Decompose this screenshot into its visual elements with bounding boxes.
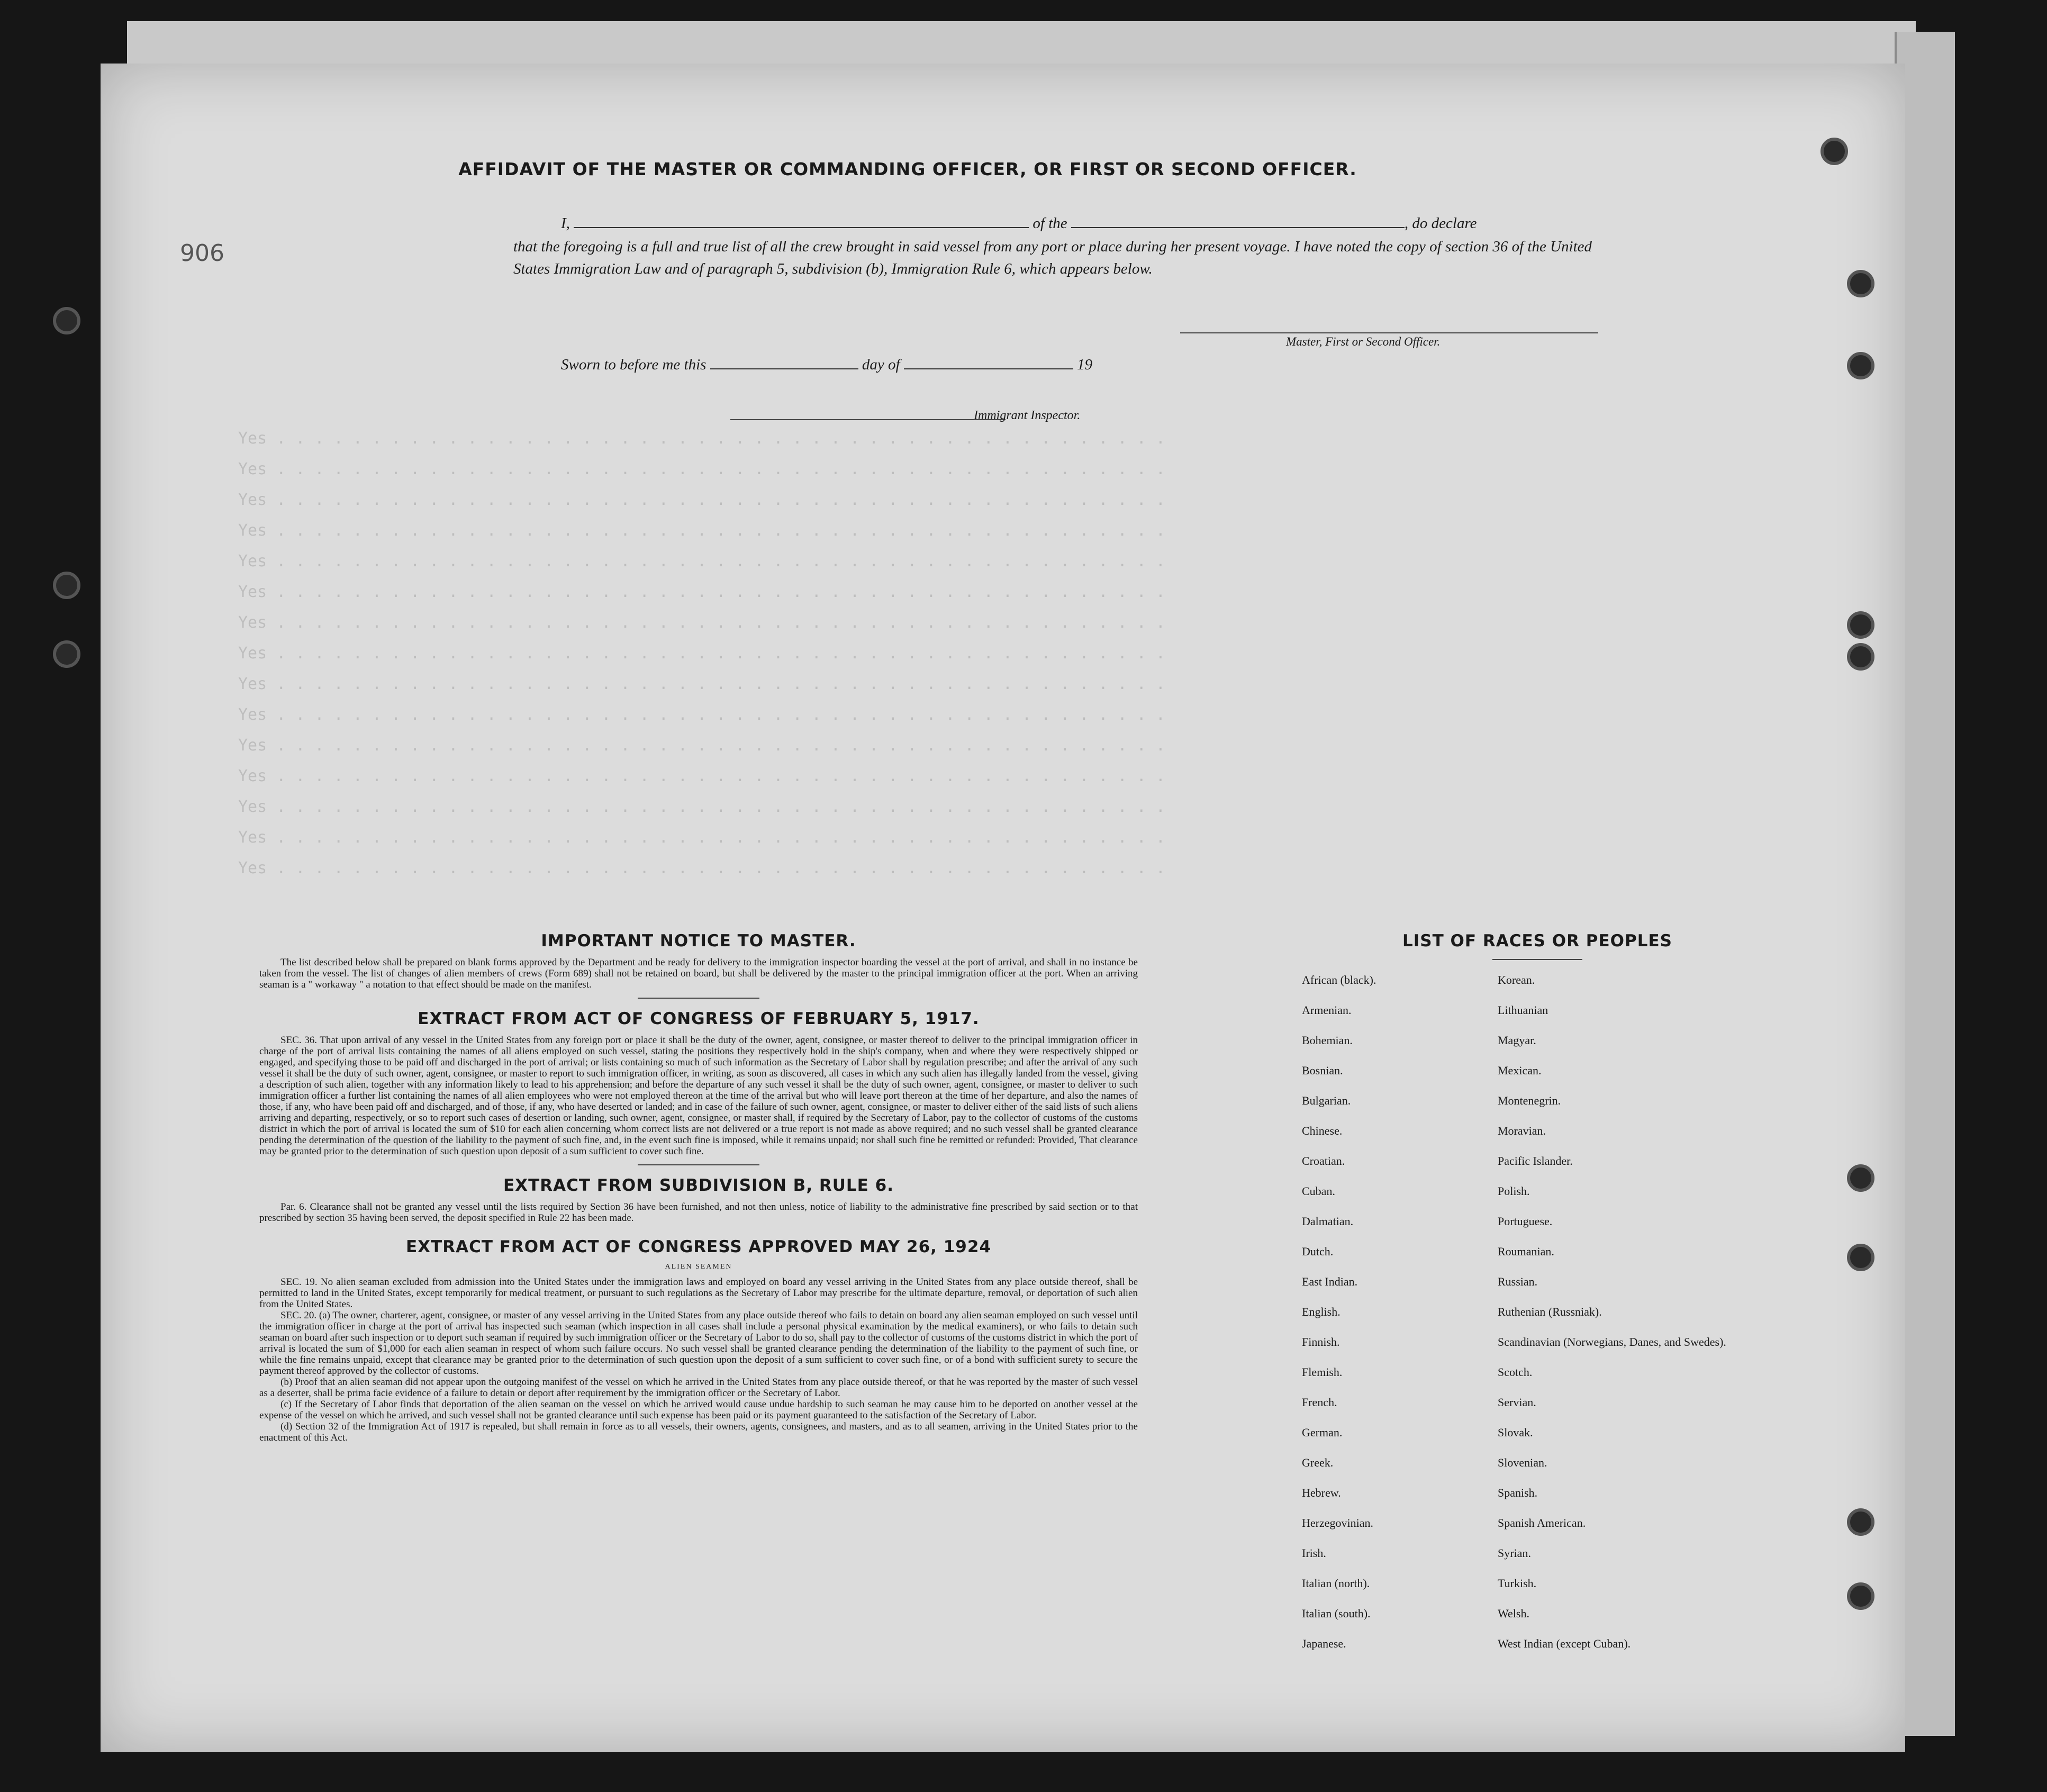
race-item: Japanese. bbox=[1302, 1637, 1346, 1650]
race-item: Irish. bbox=[1302, 1546, 1326, 1560]
race-item: Pacific Islander. bbox=[1498, 1154, 1573, 1167]
punch-hole-icon bbox=[1847, 1508, 1874, 1536]
extract-1924-sec20b: (b) Proof that an alien seaman did not appear upon the outgoing manifest of the vessel on which he arrived in the United States from any place outside thereof, or that he was reported by the master of such vessel as a deserter, shall be prima facie evidence of a failure to detain or deport after requirement by the immigration officer or the Secretary of Labor. bbox=[259, 1377, 1138, 1399]
race-item: French. bbox=[1302, 1396, 1337, 1409]
vessel-blank bbox=[1071, 213, 1405, 228]
race-item: Croatian. bbox=[1302, 1154, 1345, 1167]
extract-1924-sec20c: (c) If the Secretary of Labor finds that deportation of the alien seaman on the vessel on which he arrived would cause undue hardship to such seaman he may cause him to be deported on another vessel at the expense of the vessel on which he arrived, and such vessel shall not be granted clearance until such expense has been paid or its payment guaranteed to the satisfaction of the Secretary of Labor. bbox=[259, 1399, 1138, 1421]
race-item: Polish. bbox=[1498, 1184, 1530, 1198]
divider bbox=[1492, 959, 1582, 960]
races-title: LIST OF RACES OR PEOPLES bbox=[1402, 931, 1673, 951]
race-item: Greek. bbox=[1302, 1456, 1334, 1469]
race-item: Portuguese. bbox=[1498, 1215, 1553, 1228]
year-label: 19 bbox=[1077, 356, 1093, 373]
race-item: Dutch. bbox=[1302, 1245, 1334, 1258]
race-item: German. bbox=[1302, 1426, 1343, 1439]
race-item: Magyar. bbox=[1498, 1034, 1536, 1047]
race-item: East Indian. bbox=[1302, 1275, 1358, 1288]
alien-seamen-subtitle: ALIEN SEAMEN bbox=[665, 1263, 732, 1271]
race-item: Spanish American. bbox=[1498, 1516, 1586, 1529]
affidavit-declare-label: , do declare bbox=[1404, 215, 1477, 232]
punch-hole-icon bbox=[53, 307, 80, 334]
inspector-label: Immigrant Inspector. bbox=[974, 409, 1081, 422]
race-item: Slovenian. bbox=[1498, 1456, 1547, 1469]
punch-hole-icon bbox=[1847, 352, 1874, 379]
punch-hole-icon bbox=[1847, 1164, 1874, 1192]
punch-hole-icon bbox=[1820, 138, 1848, 165]
race-item: Slovak. bbox=[1498, 1426, 1533, 1439]
punch-hole-icon bbox=[53, 640, 80, 668]
affidavit-of-the-label: of the bbox=[1032, 215, 1067, 232]
signature-line bbox=[1180, 332, 1598, 333]
punch-hole-icon bbox=[1847, 643, 1874, 671]
name-blank bbox=[574, 213, 1029, 228]
divider bbox=[638, 998, 759, 999]
affidavit-title: AFFIDAVIT OF THE MASTER OR COMMANDING OFFICER, OR FIRST OR SECOND OFFICER. bbox=[458, 159, 1357, 179]
race-item: Spanish. bbox=[1498, 1486, 1538, 1499]
race-item: Turkish. bbox=[1498, 1577, 1537, 1590]
race-item: Bohemian. bbox=[1302, 1034, 1353, 1047]
punch-hole-icon bbox=[1847, 270, 1874, 297]
race-item: Italian (south). bbox=[1302, 1607, 1371, 1620]
punch-hole-icon bbox=[53, 572, 80, 599]
race-item: Hebrew. bbox=[1302, 1486, 1341, 1499]
race-item: Korean. bbox=[1498, 973, 1535, 986]
signature-label: Master, First or Second Officer. bbox=[1286, 335, 1441, 348]
extract-1917-title: EXTRACT FROM ACT OF CONGRESS OF FEBRUARY 5, 1917. bbox=[418, 1009, 980, 1028]
race-item: Servian. bbox=[1498, 1396, 1536, 1409]
stamp-number: 906 bbox=[180, 238, 224, 265]
race-item: Montenegrin. bbox=[1498, 1094, 1561, 1107]
extract-1924-sec20d: (d) Section 32 of the Immigration Act of 1917 is repealed, but shall remain in force as to all vessels, their owners, agents, consignees, and masters, and as to all seamen, arriving in the United States prior to the enactment of this Act. bbox=[259, 1421, 1138, 1443]
race-item: Cuban. bbox=[1302, 1184, 1335, 1198]
races-list bbox=[1286, 931, 1789, 1667]
affidavit-declaration-line bbox=[561, 213, 1619, 232]
divider bbox=[638, 1164, 759, 1165]
race-item: African (black). bbox=[1302, 973, 1376, 986]
race-item: Italian (north). bbox=[1302, 1577, 1370, 1590]
race-item: Bosnian. bbox=[1302, 1064, 1343, 1077]
race-item: Dalmatian. bbox=[1302, 1215, 1354, 1228]
race-item: Welsh. bbox=[1498, 1607, 1529, 1620]
races-grid bbox=[1302, 973, 1789, 1667]
legal-notices bbox=[259, 931, 1138, 1443]
day-of-label: day of bbox=[862, 356, 900, 373]
month-blank bbox=[904, 355, 1073, 369]
extract-1924-title: EXTRACT FROM ACT OF CONGRESS APPROVED MAY 26, 1924 bbox=[405, 1237, 992, 1256]
notice-title: IMPORTANT NOTICE TO MASTER. bbox=[541, 931, 856, 951]
race-item: English. bbox=[1302, 1305, 1340, 1318]
race-item: West Indian (except Cuban). bbox=[1498, 1637, 1631, 1650]
punch-hole-icon bbox=[1847, 1244, 1874, 1271]
extract-1924-sec19: SEC. 19. No alien seaman excluded from admission into the United States under the immigration laws and employed on board any vessel arriving in the United States from any place outside thereof, shall be permitted to land in the United States, except temporarily for medical treatment, or pursuant to such regulations as the Secretary of Labor may prescribe for the ultimate departure, removal, or deportation of such alien from the United States. bbox=[259, 1277, 1138, 1310]
notice-text: The list described below shall be prepared on blank forms approved by the Department and be ready for delivery to the immigration inspector boarding the vessel at the port of arrival, and shall in no instance be taken from the vessel. The list of changes of alien members of crews (Form 689) shall not be retained on board, but shall be delivered by the master to the principal immigration officer at the port. When an arriving seaman is a " workaway " a notation to that effect should be made on the manifest. bbox=[259, 957, 1138, 990]
race-item: Syrian. bbox=[1498, 1546, 1531, 1560]
bleed-through-text: Yes . . . . . . . . . . . . . . . . . . . . . . . . . . . . . . . . . . . . . . . . . . . . . . . Yes . . . . . . . . . . . . . . . . . . . . . . . . . . . . . . . . . . . . . . . . . . . . . . . Yes . . . . . . . . . . . . . . . . . . . . . . . . . . . . . . . . . . . . . . . . . . . . . . . Yes . . . . . . . . . . . . . . . . . . . . . . . . . . . . . . . . . . . . . . . . . . . . . . . Yes . . . . . . . . . . . . . . . . . . . . . . . . . . . . . . . . . . . . . . . . . . . . . . . Yes . . . . . . . . . . . . . . . . . . . . . . . . . . . . . . . . . . . . . . . . . . . . . . . Yes . . . . . . . . . . . . . . . . . . . . . . . . . . . . . . . . . . . . . . . . . . . . . . . Yes . . . . . . . . . . . . . . . . . . . . . . . . . . . . . . . . . . . . . . . . . . . . . . . Yes . . . . . . . . . . . . . . . . . . . . . . . . . . . . . . . . . . . . . . . . . . . . . . . Yes . . . . . . . . . . . . . . . . . . . . . . . . . . . . . . . . . . . . . . . . . . . . . . . Yes . . . . . . . . . . . . . . . . . . . . . . . . . . . . . . . . . . . . . . . . . . . . . . . Yes . . . . . . . . . . . . . . . . . . . . . . . . . . . . . . . . . . . . . . . . . . . . . . . Yes . . . . . . . . . . . . . . . . . . . . . . . . . . . . . . . . . . . . . . . . . . . . . . . Yes . . . . . . . . . . . . . . . . . . . . . . . . . . . . . . . . . . . . . . . . . . . . . . . Yes . . . . . . . . . . . . . . . . . . . . . . . . . . . . . . . . . . . . . . . . . . . . . . . bbox=[238, 429, 1165, 877]
race-item: Ruthenian (Russniak). bbox=[1498, 1305, 1602, 1318]
race-item: Russian. bbox=[1498, 1275, 1538, 1288]
extract-1917-text: SEC. 36. That upon arrival of any vessel in the United States from any foreign port or place it shall be the duty of the owner, agent, consignee, or master thereof to deliver to the principal immigration officer in charge of the port of arrival lists containing the names of all aliens employed on such vessel, stating the positions they respectively hold in the ship's company, when and where they were respectively shipped or engaged, and specifying those to be paid off and discharged in the port of arrival; or lists containing so much of such information as the Secretary of Labor shall by regulation prescribe; and after the arrival of any such vessel it shall be the duty of such owner, agent, consignee, or master to report to such immigration officer, in writing, as soon as discovered, all cases in which any such alien has illegally landed from the vessel, giving a description of such alien, together with any information likely to lead to his apprehension; and before the departure of any such vessel it shall be the duty of such owner, agent, consignee, or master to deliver to such immigration officer a further list containing the names of all alien employees who were not employed thereon at the time of the arrival but who will leave port thereon at the time of her departure, and also the names of those, if any, who have been paid off and discharged, and of those, if any, who have deserted or landed; and in case of the failure of such owner, agent, consignee, or master to deliver either of the said lists of such aliens arriving and departing, respectively, or so to report such cases of desertion or landing, such owner, agent, consignee, or master shall, if required by the Secretary of Labor, pay to the collector of customs of the customs district in which the port of arrival is located the sum of $10 for each alien concerning whom correct lists are not delivered or a true report is not made as above required; and no such vessel shall be granted clearance pending the determination of the question of the liability to the payment of such fine, and, in the event such fine is imposed, while it remains unpaid; nor shall such fine be remitted or refunded: Provided, That clearance may be granted prior to the determination of such question upon deposit of a sum sufficient to cover such fine. bbox=[259, 1035, 1138, 1157]
affidavit-i-label: I, bbox=[561, 215, 570, 232]
race-item: Finnish. bbox=[1302, 1335, 1340, 1348]
race-item: Bulgarian. bbox=[1302, 1094, 1351, 1107]
race-item: Mexican. bbox=[1498, 1064, 1542, 1077]
punch-hole-icon bbox=[1847, 1582, 1874, 1610]
race-item: Lithuanian bbox=[1498, 1003, 1548, 1017]
race-item: Flemish. bbox=[1302, 1365, 1343, 1379]
race-item: Armenian. bbox=[1302, 1003, 1352, 1017]
punch-hole-icon bbox=[1847, 611, 1874, 639]
race-item: Moravian. bbox=[1498, 1124, 1546, 1137]
race-item: Scandinavian (Norwegians, Danes, and Swedes). bbox=[1498, 1335, 1726, 1348]
day-blank bbox=[710, 355, 858, 369]
inspector-signature-line bbox=[730, 419, 1006, 420]
extract-rule6-text: Par. 6. Clearance shall not be granted any vessel until the lists required by Section 36 have been furnished, and not then unless, notice of liability to the administrative fine prescribed by said section or to that prescribed by section 35 having been served, the deposit specified in Rule 22 has been made. bbox=[259, 1201, 1138, 1224]
sworn-label: Sworn to before me this bbox=[561, 356, 707, 373]
sworn-line bbox=[561, 355, 1092, 374]
extract-1924-sec20a: SEC. 20. (a) The owner, charterer, agent, consignee, or master of any vessel arriving in the United States from any place outside thereof who fails to detain on board any alien seaman employed on such vessel until the immigration officer in charge at the port of arrival has inspected such seaman (which inspection in all cases shall include a personal physical examination by the medical examiners), or who fails to detain such seaman on board after such inspection or to deport such seaman if required by such immigration officer or the Secretary of Labor to do so, shall pay to the collector of customs of the customs district in which the port of arrival is located the sum of $1,000 for each alien seaman in respect of whom such failure occurs. No such vessel shall be granted clearance pending the determination of the liability to the payment of such fine, or while the fine remains unpaid, except that clearance may be granted prior to the determination of such question upon the deposit of a sum sufficient to cover such fine, or of a bond with sufficient surety to secure the payment thereof approved by the collector of customs. bbox=[259, 1310, 1138, 1377]
extract-rule6-title: EXTRACT FROM SUBDIVISION B, RULE 6. bbox=[503, 1176, 894, 1195]
document-page bbox=[101, 64, 1905, 1752]
affidavit-body: that the foregoing is a full and true list of all the crew brought in said vessel from any port or place during her present voyage. I have noted the copy of section 36 of the United States Immigration Law and of paragraph 5, subdivision (b), Immigration Rule 6, which appears below. bbox=[513, 238, 1592, 277]
race-item: Herzegovinian. bbox=[1302, 1516, 1373, 1529]
race-item: Chinese. bbox=[1302, 1124, 1343, 1137]
race-item: Roumanian. bbox=[1498, 1245, 1554, 1258]
race-item: Scotch. bbox=[1498, 1365, 1533, 1379]
